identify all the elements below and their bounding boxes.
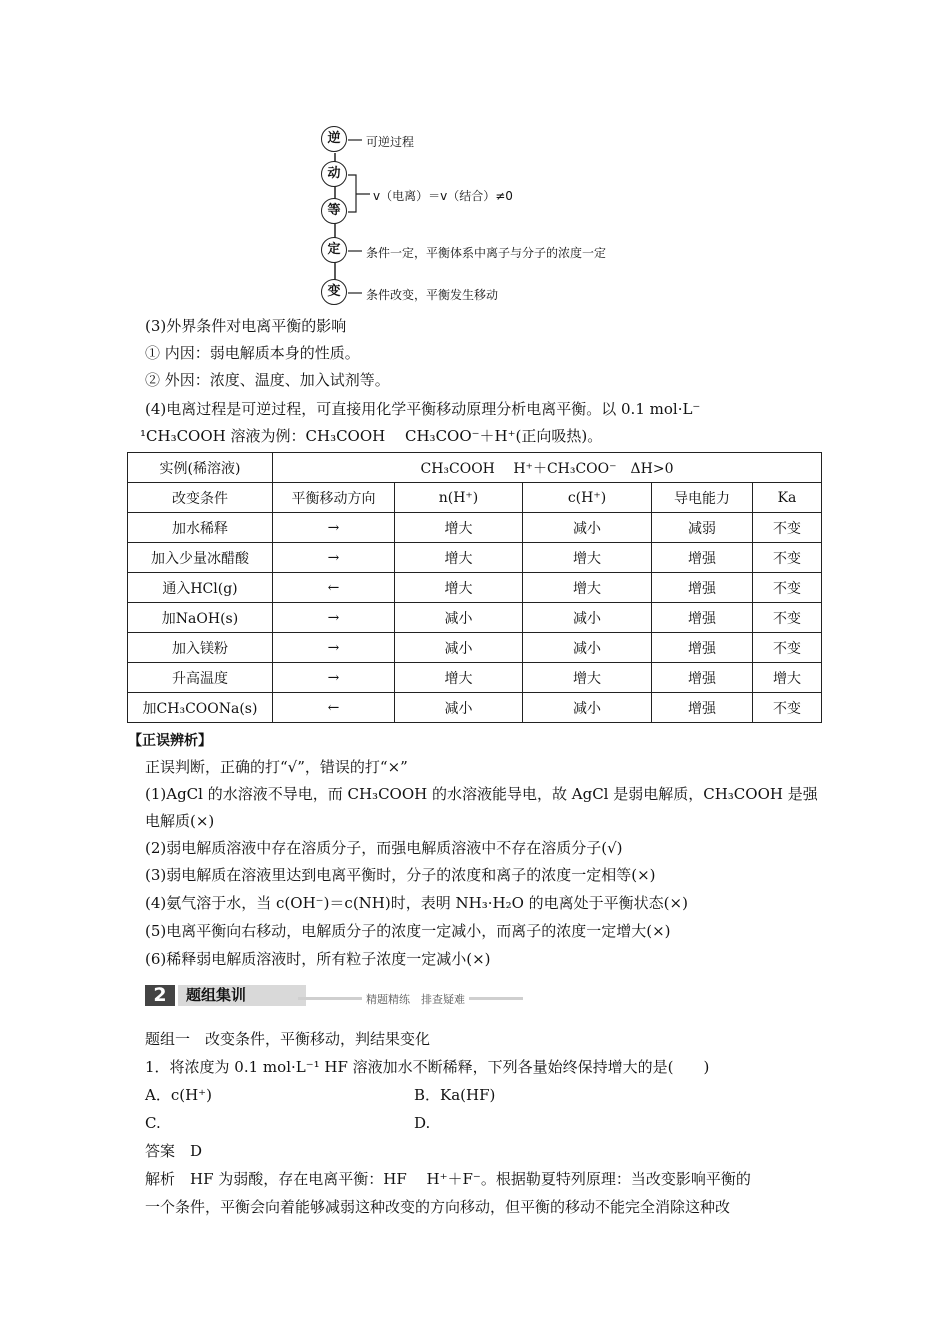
- table-row: [128, 513, 822, 543]
- table-cell: 减小: [523, 693, 652, 723]
- table-cell: 通入HCl(g): [128, 573, 273, 603]
- table-cell: →: [273, 603, 395, 633]
- table-header-cell: 导电能力: [652, 483, 753, 513]
- judge-heading: 【正误辨析】: [128, 733, 212, 749]
- table-cell: 增大: [395, 663, 523, 693]
- table-cell: →: [273, 633, 395, 663]
- table-header-cell: c(H⁺): [523, 483, 652, 513]
- table-cell: 增强: [652, 633, 753, 663]
- analysis-line-1: 解析 HF 为弱酸，存在电离平衡：HF H⁺＋F⁻。根据勒夏特列原理：当改变影响平衡的: [145, 1170, 751, 1188]
- judge-item-5: (5)电离平衡向右移动，电解质分子的浓度一定减小，而离子的浓度一定增大(×): [145, 922, 671, 940]
- option-c: C.: [145, 1114, 161, 1132]
- option-a: A．c(H⁺): [145, 1086, 212, 1104]
- section-3-heading: (3)外界条件对电离平衡的影响: [145, 317, 347, 335]
- table-cell: 减小: [395, 603, 523, 633]
- table-cell: 增强: [652, 603, 753, 633]
- node-fixed: 定: [321, 237, 347, 263]
- table-cell: →: [273, 663, 395, 693]
- table-cell: 增大: [395, 573, 523, 603]
- question-1: 1．将浓度为 0.1 mol·L⁻¹ HF 溶液加水不断稀释，下列各量始终保持增大的是( ): [145, 1058, 710, 1076]
- table-cell: 不变: [753, 633, 822, 663]
- equilibrium-table: [127, 452, 822, 723]
- table-cell: →: [273, 513, 395, 543]
- judge-item-4: (4)氨气溶于水，当 c(OH⁻)＝c(NH)时，表明 NH₃·H₂O 的电离处于平衡状态(×): [145, 894, 688, 912]
- desc-reversible: 可逆过程: [366, 135, 415, 149]
- table-header-cell: 改变条件: [128, 483, 273, 513]
- table-cell: ←: [273, 573, 395, 603]
- table-cell: 增大: [523, 543, 652, 573]
- table-cell: 加水稀释: [128, 513, 273, 543]
- table-cell: 增大: [753, 663, 822, 693]
- table-cell: 增强: [652, 573, 753, 603]
- table-cell: 不变: [753, 693, 822, 723]
- table-cell: 增强: [652, 663, 753, 693]
- table-header-row: [128, 453, 822, 483]
- judge-item-1b: 电解质(×): [145, 812, 215, 830]
- table-cell: →: [273, 543, 395, 573]
- node-change: 变: [321, 279, 347, 305]
- judge-instruction: 正误判断，正确的打“√”，错误的打“×”: [145, 758, 408, 776]
- table-header-cell: 实例(稀溶液): [128, 453, 273, 483]
- table-header-cell: CH₃COOH H⁺＋CH₃COO⁻ ΔH>0: [273, 453, 822, 483]
- section-4-line2: ¹CH₃COOH 溶液为例：CH₃COOH CH₃COO⁻＋H⁺(正向吸热)。: [140, 427, 603, 445]
- table-cell: 增大: [395, 543, 523, 573]
- table-row: [128, 693, 822, 723]
- table-cell: 不变: [753, 513, 822, 543]
- section-3-internal: ① 内因：弱电解质本身的性质。: [145, 344, 360, 362]
- table-cell: 不变: [753, 573, 822, 603]
- table-cell: 增大: [395, 513, 523, 543]
- table-cell: 升高温度: [128, 663, 273, 693]
- table-cell: 加CH₃COONa(s): [128, 693, 273, 723]
- table-header-cell: 平衡移动方向: [273, 483, 395, 513]
- desc-fixed: 条件一定，平衡体系中离子与分子的浓度一定: [366, 246, 607, 260]
- node-dynamic: 动: [321, 161, 347, 187]
- table-cell: 减小: [395, 633, 523, 663]
- table-header-cell: Ka: [753, 483, 822, 513]
- table-row: [128, 663, 822, 693]
- judge-item-1a: (1)AgCl 的水溶液不导电，而 CH₃COOH 的水溶液能导电，故 AgCl 是弱电解质，CH₃COOH 是强: [145, 785, 818, 803]
- table-cell: 增强: [652, 693, 753, 723]
- table-row: [128, 633, 822, 663]
- diagram-connector-lines: [0, 0, 950, 320]
- table-row: [128, 603, 822, 633]
- table-cell: 加NaOH(s): [128, 603, 273, 633]
- table-cell: 加入镁粉: [128, 633, 273, 663]
- exercise-group-title: 题组一 改变条件，平衡移动，判结果变化: [145, 1030, 431, 1048]
- node-equal: 等: [321, 198, 347, 224]
- node-reverse: 逆: [321, 126, 347, 152]
- table-cell: 减小: [523, 633, 652, 663]
- banner-number: 2: [145, 985, 175, 1006]
- answer: 答案 D: [145, 1142, 203, 1160]
- table-cell: 增大: [523, 573, 652, 603]
- option-b: B．Ka(HF): [414, 1086, 496, 1104]
- table-row: [128, 543, 822, 573]
- option-d: D.: [414, 1114, 431, 1132]
- table-cell: 减小: [523, 513, 652, 543]
- banner-subtitle: 精题精练 排查疑难: [362, 991, 469, 1007]
- table-cell: ←: [273, 693, 395, 723]
- table-cell: 减小: [395, 693, 523, 723]
- table-cell: 减弱: [652, 513, 753, 543]
- judge-item-2: (2)弱电解质溶液中存在溶质分子，而强电解质溶液中不存在溶质分子(√): [145, 839, 623, 857]
- judge-item-3: (3)弱电解质在溶液里达到电离平衡时，分子的浓度和离子的浓度一定相等(×): [145, 866, 656, 884]
- table-cell: 增强: [652, 543, 753, 573]
- table-cell: 不变: [753, 543, 822, 573]
- section-3-external: ② 外因：浓度、温度、加入试剂等。: [145, 371, 390, 389]
- section-4-line1: (4)电离过程是可逆过程，可直接用化学平衡移动原理分析电离平衡。以 0.1 mol·L⁻: [145, 400, 701, 418]
- table-cell: 减小: [523, 603, 652, 633]
- desc-rate: v（电离）＝v（结合）≠0: [373, 189, 513, 203]
- section-banner: [145, 985, 523, 1006]
- analysis-line-2: 一个条件，平衡会向着能够减弱这种改变的方向移动，但平衡的移动不能完全消除这种改: [145, 1198, 731, 1216]
- table-row: [128, 573, 822, 603]
- table-cell: 不变: [753, 603, 822, 633]
- banner-title: 题组集训: [178, 985, 306, 1006]
- table-header-cell: n(H⁺): [395, 483, 523, 513]
- desc-change: 条件改变，平衡发生移动: [366, 288, 499, 302]
- table-header-row: [128, 483, 822, 513]
- judge-item-6: (6)稀释弱电解质溶液时，所有粒子浓度一定减小(×): [145, 950, 491, 968]
- table-cell: 加入少量冰醋酸: [128, 543, 273, 573]
- table-cell: 增大: [523, 663, 652, 693]
